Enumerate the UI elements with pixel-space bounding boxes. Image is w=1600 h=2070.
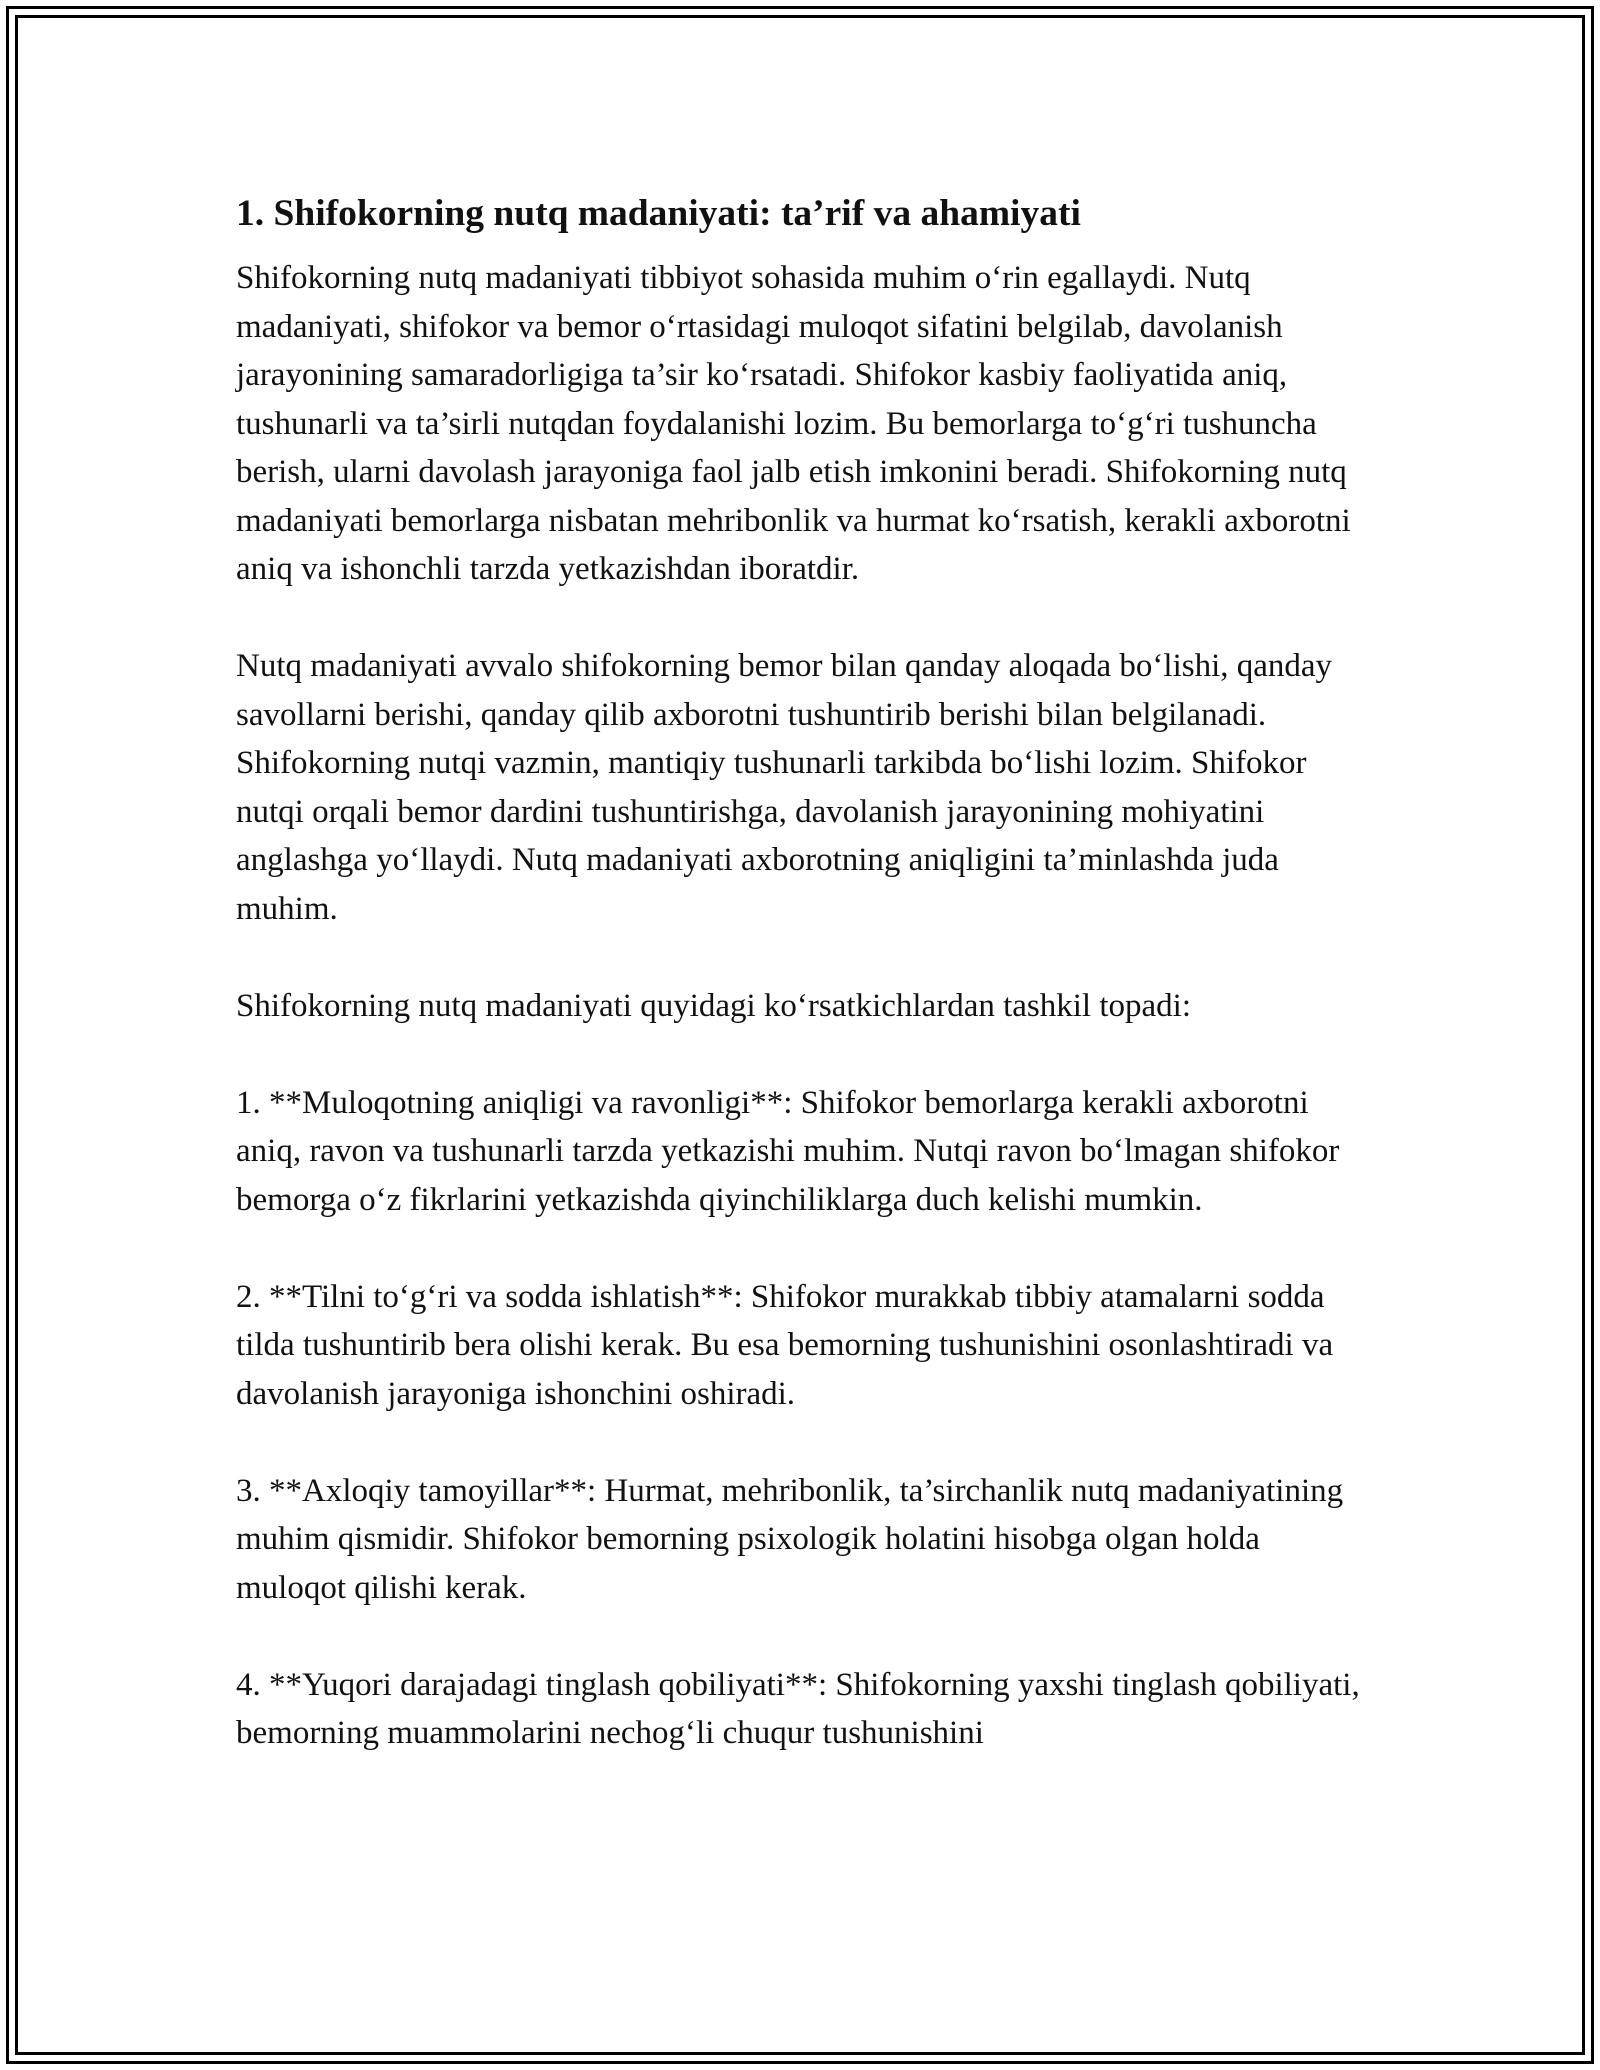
paragraph-intro: Shifokorning nutq madaniyati tibbiyot sohasida muhim o‘rin egallaydi. Nutq madaniyati, shifokor va bemor o‘rtasidagi muloqot sifatini belgilab, davolanish jarayonining samaradorligiga ta’sir ko‘rsatadi. Shifokor kasbiy faoliyatida aniq, tushunarli va ta’sirli nutqdan foydalanishi lozim. Bu bemorlarga to‘g‘ri tushuncha berish, ularni davolash jarayoniga faol jalb etish imkonini beradi. Shifokorning nutq madaniyati bemorlarga nisbatan mehribonlik va hurmat ko‘rsatish, kerakli axborotni aniq va ishonchli tarzda yetkazishdan iboratdir. bbox=[236, 260, 1351, 587]
document-body bbox=[236, 180, 1376, 1806]
paragraph-list-lead: Shifokorning nutq madaniyati quyidagi ko‘rsatkichlardan tashkil topadi: bbox=[236, 987, 1191, 1024]
list-item-2: 2. **Tilni to‘g‘ri va sodda ishlatish**: Shifokor murakkab tibbiy atamalarni sodda tilda tushuntirib bera olishi kerak. Bu esa bemorning tushunishini osonlashtiradi va davolanish jarayoniga ishonchini oshiradi. bbox=[236, 1278, 1334, 1412]
section-heading: 1. Shifokorning nutq madaniyati: ta’rif va ahamiyati bbox=[236, 193, 1081, 234]
list-item-3: 3. **Axloqiy tamoyillar**: Hurmat, mehribonlik, ta’sirchanlik nutq madaniyatining muhim qismidir. Shifokor bemorning psixologik holatini hisobga olgan holda muloqot qilishi kerak. bbox=[236, 1472, 1344, 1606]
paragraph-definition: Nutq madaniyati avvalo shifokorning bemor bilan qanday aloqada bo‘lishi, qanday savollarni berishi, qanday qilib axborotni tushuntirib berishi bilan belgilanadi. Shifokorning nutqi vazmin, mantiqiy tushunarli tarkibda bo‘lishi lozim. Shifokor nutqi orqali bemor dardini tushuntirishga, davolanish jarayonining mohiyatini anglashga yo‘llaydi. Nutq madaniyati axborotning aniqligini ta’minlashda juda muhim. bbox=[236, 648, 1333, 927]
list-item-4: 4. **Yuqori darajadagi tinglash qobiliyati**: Shifokorning yaxshi tinglash qobiliyati, bemorning muammolarini nechog‘li chuqur tushunishini bbox=[236, 1666, 1360, 1751]
list-item-1: 1. **Muloqotning aniqligi va ravonligi**: Shifokor bemorlarga kerakli axborotni aniq, ravon va tushunarli tarzda yetkazishi muhim. Nutqi ravon bo‘lmagan shifokor bemorga o‘z fikrlarini yetkazishda qiyinchiliklarga duch kelishi mumkin. bbox=[236, 1084, 1340, 1218]
